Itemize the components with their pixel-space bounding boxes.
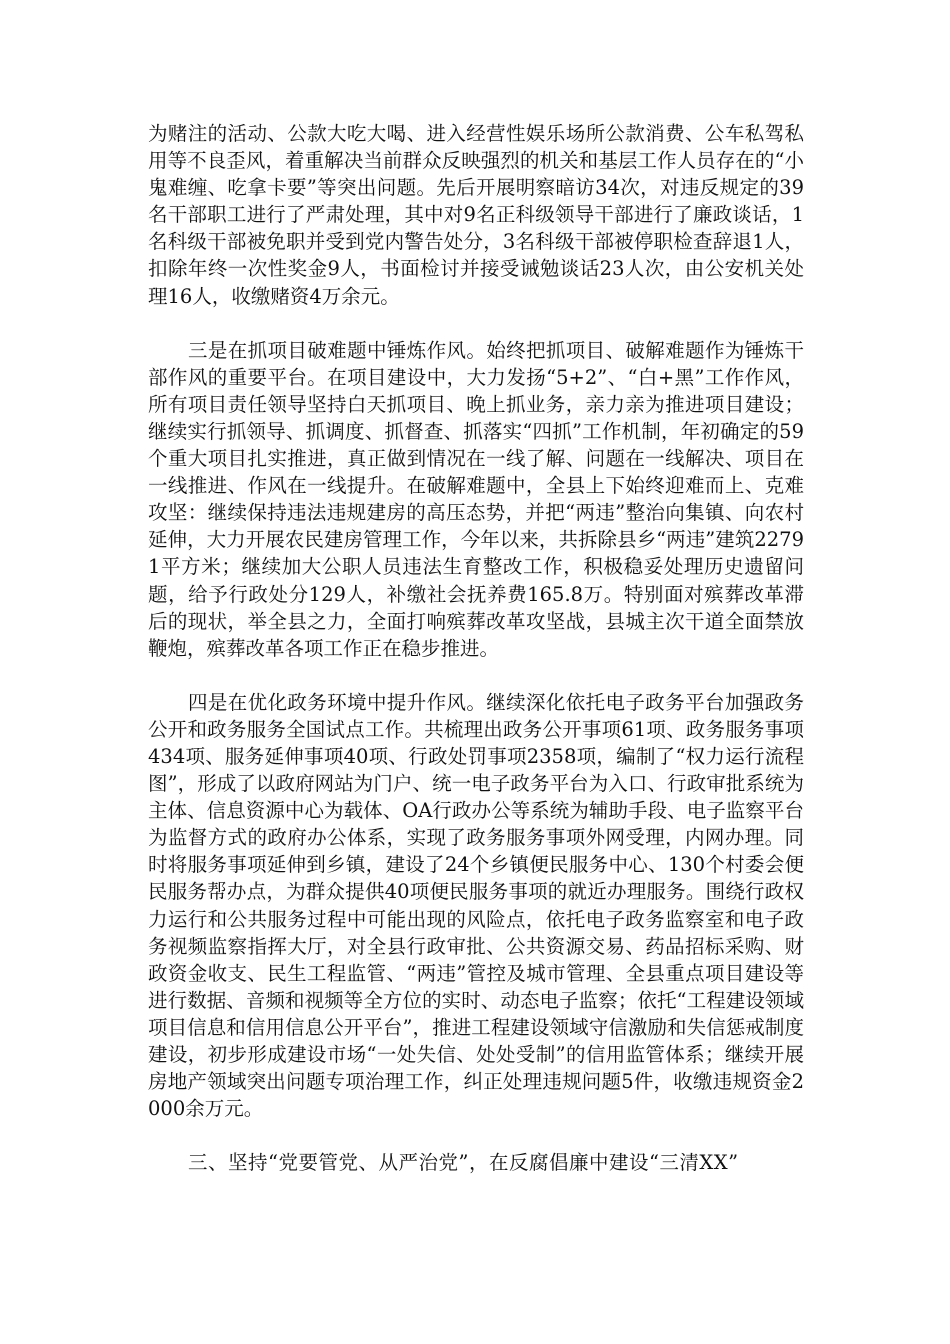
paragraph-government-services: 四是在优化政务环境中提升作风。继续深化依托电子政务平台加强政务公开和政务服务全国试点工作。共梳理出政务公开事项61项、政务服务事项434项、服务延伸事项40项、行政处罚事项2358项，编制了“权力运行流程图”，形成了以政府网站为门户、统一电子政务平台为入口、行政审批系统为主体、信息资源中心为载体、OA行政办公等系统为辅助手段、电子监察平台为监督方式的政府办公体系，实现了政务服务事项外网受理，内网办理。同时将服务事项延伸到乡镇，建设了24个乡镇便民服务中心、130个村委会便民服务帮办点，为群众提供40项便民服务事项的就近办理服务。围绕行政权力运行和公共服务过程中可能出现的风险点，依托电子政务监察室和电子政务视频监察指挥大厅，对全县行政审批、公共资源交易、药品招标采购、财政资金收支、民生工程监管、“两违”管控及城市管理、全县重点项目建设等进行数据、音频和视频等全方位的实时、动态电子监察；依托“工程建设领域项目信息和信用信息公开平台”，推进工程建设领域守信激励和失信惩戒制度建设，初步形成建设市场“一处失信、处处受制”的信用监管体系；继续开展房地产领域突出问题专项治理工作，纠正处理违规问题5件，收缴违规资金2000余万元。 <box>148 690 804 1121</box>
paragraph-projects: 三是在抓项目破难题中锤炼作风。始终把抓项目、破解难题作为锤炼干部作风的重要平台。在项目建设中，大力发扬“5+2”、“白+黑”工作作风，所有项目责任领导坚持白天抓项目、晚上抓业务，亲力亲为推进项目建设；继续实行抓领导、抓调度、抓督查、抓落实“四抓”工作机制，年初确定的59个重大项目扎实推进，真正做到情况在一线了解、问题在一线解决、项目在一线推进、作风在一线提升。在破解难题中，全县上下始终迎难而上、克难攻坚：继续保持违法违规建房的高压态势，并把“两违”整治向集镇、向农村延伸，大力开展农民建房管理工作，今年以来，共拆除县乡“两违”建筑22791平方米；继续加大公职人员违法生育整改工作，积极稳妥处理历史遗留问题，给予行政处分129人，补缴社会抚养费165.8万。特别面对殡葬改革滞后的现状，举全县之力，全面打响殡葬改革攻坚战，县城主次干道全面禁放鞭炮，殡葬改革各项工作正在稳步推进。 <box>148 338 804 660</box>
section-heading: 三、坚持“党要管党、从严治党”，在反腐倡廉中建设“三清XX” <box>188 1151 739 1175</box>
document-page <box>148 120 804 1176</box>
paragraph-continuation: 为赌注的活动、公款大吃大喝、进入经营性娱乐场所公款消费、公车私驾私用等不良歪风，着重解决当前群众反映强烈的机关和基层工作人员存在的“小鬼难缠、吃拿卡要”等突出问题。先后开展明察暗访34次，对违反规定的39名干部职工进行了严肃处理，其中对9名正科级领导干部进行了廉政谈话，1名科级干部被免职并受到党内警告处分，3名科级干部被停职检查辞退1人，扣除年终一次性奖金9人，书面检讨并接受诫勉谈话23人次，由公安机关处理16人，收缴赌资4万余元。 <box>148 122 804 308</box>
